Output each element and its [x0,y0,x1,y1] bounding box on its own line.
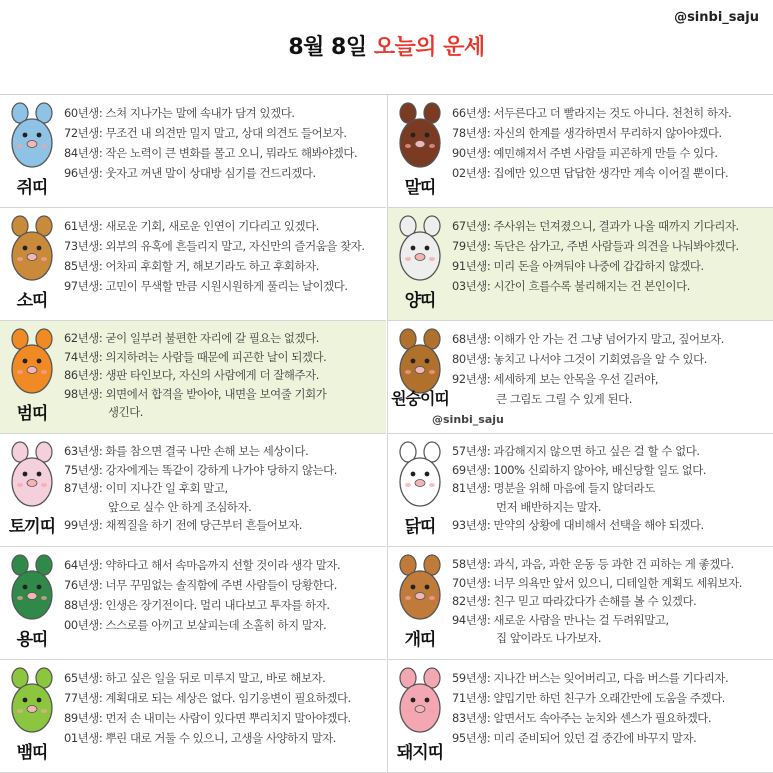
zodiac-cell-dragon [0,547,386,660]
fortune-line: 78년생: 자신의 한계를 생각하면서 무리하지 않아야겠다. [452,126,722,140]
monkey-icon [394,325,446,397]
zodiac-cell-horse [387,95,773,208]
account-handle: @sinbi_saju [674,10,759,25]
fortune-line: 집 앞이라도 나가보자. [496,631,602,645]
zodiac-name: 소띠 [16,291,48,311]
zodiac-name: 원숭이띠 [391,389,449,408]
fortune-line: 99년생: 채찍질을 하기 전에 당근부터 흔들어보자. [64,518,302,532]
fortune-line: 69년생: 100% 신뢰하지 않아야, 배신당할 일도 없다. [452,462,707,477]
dog-icon [394,551,446,623]
fortune-line: 71년생: 얄밉기만 하던 친구가 오래간만에 도움을 주겠다. [452,691,725,705]
fortune-line: 02년생: 집에만 있으면 답답한 생각만 계속 이어질 뿐이다. [452,166,729,180]
watermark: @sinbi_saju [432,413,504,426]
fortune-line: 64년생: 약하다고 해서 속마음까지 선할 것이라 생각 말자. [64,558,341,572]
fortune-line: 97년생: 고민이 무색할 만큼 시원시원하게 풀리는 날이겠다. [64,279,348,293]
fortune-lines [64,555,384,635]
fortune-line: 82년생: 친구 믿고 따라갔다가 손해를 볼 수 있겠다. [452,594,697,608]
fortune-line: 96년생: 웃자고 꺼낸 말이 상대방 심기를 건드리겠다. [64,166,316,180]
title-date: 8월 8일 [288,35,367,60]
zodiac-cell-rabbit [0,434,386,547]
zodiac-cell-snake [0,660,386,773]
fortune-line: 86년생: 생판 타인보다, 자신의 사람에게 더 잘해주자. [64,368,319,382]
fortune-line: 77년생: 계획대로 되는 세상은 없다. 임기응변이 필요하겠다. [64,691,351,705]
fortune-lines [452,216,772,296]
fortune-line: 59년생: 지나간 버스는 잊어버리고, 다음 버스를 기다리자. [452,671,729,685]
fortune-line: 70년생: 너무 의욕만 앞서 있으니, 디테일한 계획도 세워보자. [452,575,742,590]
zodiac-name: 쥐띠 [16,178,48,198]
fortune-line: 60년생: 스쳐 지나가는 말에 속내가 담겨 있겠다. [64,106,295,120]
fortune-line: 03년생: 시간이 흐를수록 불리해지는 건 본인이다. [452,279,690,293]
zodiac-name: 개띠 [404,630,436,650]
fortune-line: 74년생: 의지하려는 사람들 때문에 피곤한 날이 되겠다. [64,349,327,364]
fortune-line: 62년생: 굳이 일부러 불편한 자리에 갈 필요는 없겠다. [64,331,319,345]
zodiac-cell-pig [387,660,773,773]
fortune-lines [64,103,384,183]
fortune-line: 94년생: 새로운 사람을 만나는 걸 두려워말고, [452,612,669,627]
fortune-line: 98년생: 외면에서 합격을 받아야, 내면을 보여줄 기회가 [64,386,327,401]
zodiac-cell-rooster [387,434,773,547]
fortune-line: 72년생: 무조건 내 의견만 밀지 말고, 상대 의견도 들어보자. [64,126,347,140]
fortune-lines [452,442,772,535]
tiger-icon [6,325,58,397]
title-highlight: 오늘의 운세 [373,35,485,60]
zodiac-cell-rat [0,95,386,208]
zodiac-name: 범띠 [16,404,48,424]
fortune-line: 83년생: 알면서도 속아주는 눈치와 센스가 필요하겠다. [452,711,712,725]
fortune-line: 84년생: 작은 노력이 큰 변화를 몰고 오니, 뭐라도 해봐야겠다. [64,146,358,160]
page-title [0,30,773,61]
fortune-line: 75년생: 강자에게는 똑같이 강하게 나가야 당하지 않는다. [64,462,337,477]
rat-icon [6,99,58,171]
fortune-lines [452,555,772,648]
fortune-lines [452,668,772,748]
fortune-lines [452,103,772,183]
fortune-line: 79년생: 독단은 삼가고, 주변 사람들과 의견을 나눠봐야겠다. [452,239,739,253]
fortune-lines [452,329,772,409]
fortune-line: 95년생: 미리 준비되어 있던 걸 중간에 바꾸지 말자. [452,731,697,745]
fortune-line: 88년생: 인생은 장기전이다. 멀리 내다보고 투자를 하자. [64,598,330,612]
fortune-line: 58년생: 과식, 과음, 과한 운동 등 과한 건 피하는 게 좋겠다. [452,557,734,571]
fortune-line: 66년생: 서두른다고 더 빨라지는 것도 아니다. 천천히 하자. [452,106,732,120]
fortune-line: 57년생: 과감해지지 않으면 하고 싶은 걸 할 수 없다. [452,444,700,458]
zodiac-name: 뱀띠 [16,743,48,763]
fortune-line: 89년생: 먼저 손 내미는 사람이 있다면 뿌리치지 말아야겠다. [64,711,351,725]
zodiac-name: 닭띠 [404,517,436,537]
fortune-grid [0,94,773,773]
fortune-line: 01년생: 뿌린 대로 거둘 수 있으니, 고생을 사양하지 말자. [64,731,337,745]
fortune-line: 73년생: 외부의 유혹에 흔들리지 말고, 자신만의 즐거움을 찾자. [64,239,365,253]
fortune-line: 85년생: 어차피 후회할 거, 해보기라도 하고 후회하자. [64,259,319,273]
fortune-line: 90년생: 예민해져서 주변 사람들 피곤하게 만들 수 있다. [452,146,718,160]
fortune-line: 68년생: 이해가 안 가는 건 그냥 넘어가지 말고, 짚어보자. [452,332,725,346]
fortune-line: 61년생: 새로운 기회, 새로운 인연이 기다리고 있겠다. [64,219,319,233]
zodiac-name: 용띠 [16,630,48,650]
fortune-line: 81년생: 명분을 위해 마음에 들지 않더라도 [452,481,655,495]
fortune-line: 먼저 배반하지는 말자. [496,499,602,514]
zodiac-cell-monkey [387,321,773,434]
snake-icon [6,664,58,736]
fortune-line: 00년생: 스스로를 아끼고 보살피는데 소홀히 하지 말자. [64,618,327,632]
ox-icon [6,212,58,284]
dragon-icon [6,551,58,623]
fortune-lines [64,329,384,422]
fortune-line: 큰 그림도 그릴 수 있게 된다. [496,392,632,406]
fortune-line: 92년생: 세세하게 보는 안목을 우선 길러야, [452,372,659,386]
sheep-icon [394,212,446,284]
zodiac-name: 말띠 [404,178,436,198]
zodiac-cell-ox [0,208,386,321]
fortune-line: 76년생: 너무 꾸밈없는 솔직함에 주변 사람들이 당황한다. [64,578,337,592]
fortune-line: 87년생: 이미 지나간 일 후회 말고, [64,481,228,495]
zodiac-cell-dog [387,547,773,660]
pig-icon [394,664,446,736]
zodiac-cell-sheep [387,208,773,321]
fortune-lines [64,442,384,535]
zodiac-name: 양띠 [404,291,436,311]
fortune-line: 80년생: 놓치고 나서야 그것이 기회였음을 알 수 있다. [452,352,707,366]
zodiac-name: 토끼띠 [8,517,56,537]
fortune-line: 93년생: 만약의 상황에 대비해서 선택을 해야 되겠다. [452,518,704,532]
zodiac-cell-tiger [0,321,386,434]
fortune-line: 67년생: 주사위는 던져졌으니, 결과가 나올 때까지 기다리자. [452,219,739,233]
rooster-icon [394,438,446,510]
fortune-line: 생긴다. [108,405,144,419]
fortune-lines [64,216,384,296]
fortune-lines [64,668,384,748]
rabbit-icon [6,438,58,510]
fortune-line: 63년생: 화를 참으면 결국 나만 손해 보는 세상이다. [64,444,309,458]
fortune-line: 앞으로 실수 안 하게 조심하자. [108,499,252,514]
fortune-line: 91년생: 미리 돈을 아껴둬야 나중에 갑갑하지 않겠다. [452,259,704,273]
horse-icon [394,99,446,171]
fortune-line: 65년생: 하고 싶은 일을 뒤로 미루지 말고, 바로 해보자. [64,671,326,685]
zodiac-name: 돼지띠 [396,743,444,763]
